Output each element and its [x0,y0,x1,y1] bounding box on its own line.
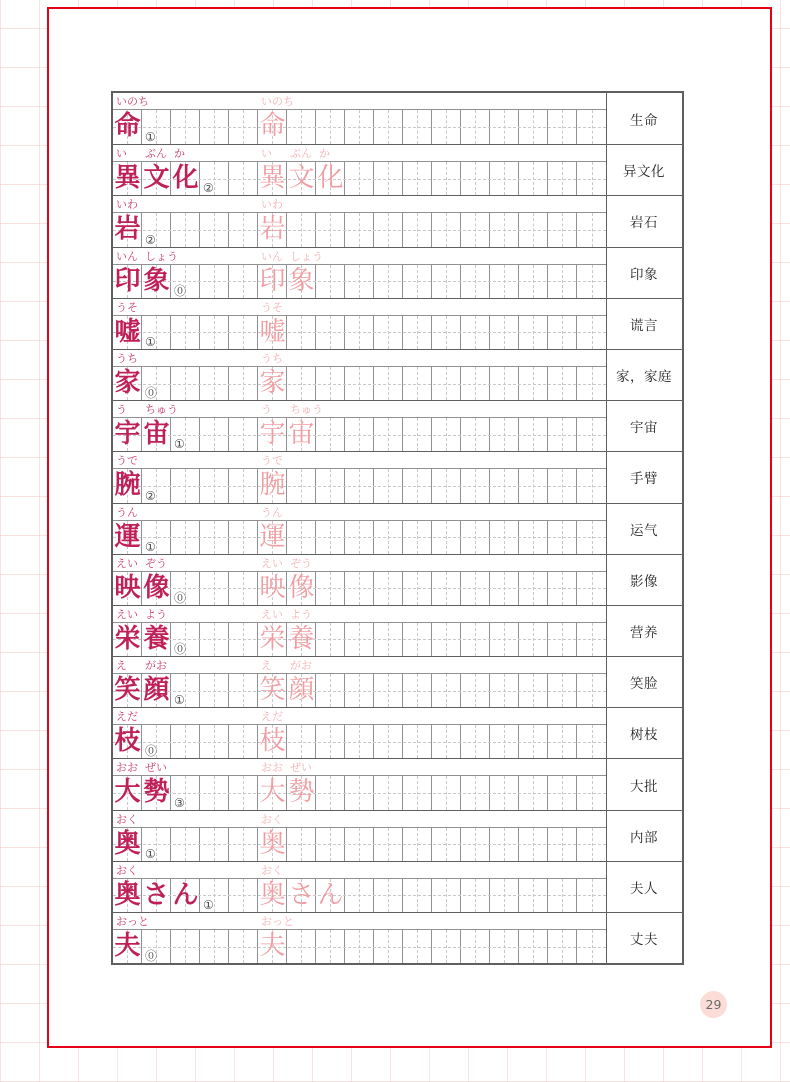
pitch-accent-badge: ② [203,181,214,196]
meaning-text: 谎言 [630,317,658,334]
furigana-reading: おく [116,812,138,826]
furigana-reading: うち [116,351,138,365]
kanji-model: 奥 [114,879,141,910]
meaning-cell [606,555,681,605]
furigana-trace: うそ [261,300,283,314]
practice-row [113,451,682,502]
furigana-reading: えい [116,607,138,621]
furigana-reading: えだ [116,710,138,724]
practice-row [113,349,682,400]
furigana-reading: い [116,147,127,161]
meaning-cell [606,759,681,809]
practice-cells [113,418,606,451]
furigana-strip [113,196,606,213]
furigana-trace: ちゅう [290,403,323,417]
row-writing-area [113,452,606,502]
kanji-model: 奥 [114,828,141,859]
furigana-strip [113,401,606,418]
practice-cells [113,316,606,349]
practice-cells [113,828,606,861]
horizontal-guide-line [113,947,606,948]
furigana-reading: えい [116,556,138,570]
kanji-model: 宙 [143,419,170,450]
kanji-model: 象 [143,265,170,296]
practice-cells [113,725,606,758]
pitch-accent-badge: ⓪ [145,386,158,401]
furigana-strip [113,555,606,572]
kanji-model: 印 [114,265,141,296]
meaning-text: 夫人 [630,880,658,897]
furigana-trace: ぞう [290,556,312,570]
meaning-text: 丈夫 [630,932,658,949]
meaning-cell [606,504,681,554]
furigana-trace: おく [261,863,283,877]
meaning-cell [606,708,681,758]
kanji-trace: 岩 [259,214,286,245]
pitch-accent-badge: ① [174,437,185,452]
pitch-accent-badge: ② [145,488,156,503]
furigana-strip [113,811,606,828]
kanji-model: 像 [143,572,170,603]
page-number-badge [700,991,727,1018]
practice-row [113,810,682,861]
practice-cells [113,572,606,605]
practice-row [113,758,682,809]
kanji-model: 宇 [114,419,141,450]
furigana-trace: か [319,147,330,161]
furigana-trace: いん [261,249,283,263]
kanji-trace: 夫 [259,931,286,961]
furigana-reading: いわ [116,198,138,212]
pitch-accent-badge: ① [145,334,156,349]
practice-cells [113,469,606,502]
kanji-trace: 奥 [259,828,286,859]
practice-row [113,503,682,554]
furigana-strip [113,248,606,265]
furigana-trace: いわ [261,198,283,212]
furigana-trace: ぜい [290,761,312,775]
meaning-text: 生命 [630,112,658,129]
furigana-reading: よう [145,607,167,621]
furigana-strip [113,862,606,879]
furigana-strip [113,350,606,367]
kanji-trace: 枝 [259,726,286,757]
practice-cells [113,521,606,554]
practice-row [113,144,682,195]
row-writing-area [113,401,606,451]
kanji-trace: 嘘 [259,316,286,347]
row-writing-area [113,606,606,656]
furigana-trace: うん [261,505,283,519]
furigana-strip [113,145,606,162]
furigana-reading: いん [116,249,138,263]
practice-row [113,298,682,349]
furigana-trace: ぶん [290,147,312,161]
horizontal-guide-line [113,639,606,640]
practice-cells [113,213,606,246]
meaning-text: 影像 [630,573,658,590]
horizontal-guide-line [113,486,606,487]
horizontal-guide-line [113,793,606,794]
furigana-strip [113,708,606,725]
practice-cells [113,623,606,656]
kanji-model: 嘘 [114,316,141,347]
practice-cells [113,930,606,963]
furigana-strip [113,606,606,623]
horizontal-guide-line [113,742,606,743]
kanji-trace: 像 [288,572,315,603]
meaning-cell [606,196,681,246]
furigana-strip [113,93,606,110]
kanji-trace: 笑 [259,675,286,706]
furigana-trace: い [261,147,272,161]
pitch-accent-badge: ③ [174,795,185,810]
furigana-reading: うで [116,454,138,468]
meaning-text: 手臂 [630,471,658,488]
kanji-model: 勢 [143,777,170,808]
furigana-reading: おく [116,863,138,877]
pitch-accent-badge: ① [145,130,156,145]
practice-cells [113,110,606,144]
kanji-model: 笑 [114,675,141,706]
furigana-reading: おお [116,761,138,775]
pitch-accent-badge: ⓪ [174,590,187,605]
furigana-trace: え [261,659,272,673]
furigana-reading: ちゅう [145,403,178,417]
practice-row [113,195,682,246]
row-writing-area [113,145,606,195]
kanji-trace: 養 [288,623,315,654]
horizontal-guide-line [113,281,606,282]
practice-row [113,861,682,912]
meaning-text: 笑脸 [630,676,658,693]
furigana-trace: うち [261,351,283,365]
furigana-trace: おく [261,812,283,826]
pitch-accent-badge: ① [174,693,185,708]
practice-cells [113,162,606,195]
kanji-trace: 奥 [259,879,286,910]
furigana-trace: う [261,403,272,417]
meaning-cell [606,299,681,349]
meaning-cell [606,862,681,912]
furigana-reading: ぞう [145,556,167,570]
horizontal-guide-line [113,127,606,128]
meaning-cell [606,606,681,656]
kanji-model: 命 [114,111,141,141]
kanji-trace: 勢 [288,777,315,808]
horizontal-guide-line [113,332,606,333]
kanji-trace: 宇 [259,419,286,450]
kanji-trace: 映 [259,572,286,603]
row-writing-area [113,299,606,349]
furigana-reading: うそ [116,300,138,314]
kanji-model: 腕 [114,470,141,501]
horizontal-guide-line [113,844,606,845]
furigana-trace: うで [261,454,283,468]
furigana-reading: か [174,147,185,161]
pitch-accent-badge: ⓪ [174,283,187,298]
furigana-strip [113,299,606,316]
furigana-trace: がお [290,659,312,673]
kanji-model: 異 [114,163,141,194]
row-writing-area [113,504,606,554]
meaning-text: 营养 [630,624,658,641]
page-number: 29 [705,997,722,1012]
meaning-cell [606,350,681,400]
furigana-trace: えい [261,607,283,621]
furigana-reading: うん [116,505,138,519]
practice-row [113,656,682,707]
kanji-model: 映 [114,572,141,603]
meaning-text: 运气 [630,522,658,539]
horizontal-guide-line [113,691,606,692]
practice-cells [113,776,606,809]
meaning-cell [606,913,681,963]
practice-cells [113,265,606,298]
horizontal-guide-line [113,230,606,231]
practice-row [113,554,682,605]
furigana-strip [113,759,606,776]
practice-row [113,912,682,963]
row-writing-area [113,248,606,298]
practice-row [113,247,682,298]
horizontal-guide-line [113,435,606,436]
kanji-trace: 宙 [288,419,315,450]
kanji-trace: さ [288,879,315,910]
kanji-model: 岩 [114,214,141,245]
furigana-strip [113,657,606,674]
meaning-text: 印象 [630,266,658,283]
furigana-strip [113,452,606,469]
meaning-text: 异文化 [623,164,665,181]
meaning-cell [606,657,681,707]
furigana-trace: しょう [290,249,323,263]
row-writing-area [113,555,606,605]
kanji-trace: 命 [259,111,286,141]
row-writing-area [113,350,606,400]
meaning-cell [606,811,681,861]
furigana-reading: しょう [145,249,178,263]
kanji-model: 大 [114,777,141,808]
row-writing-area [113,862,606,912]
meaning-text: 宇宙 [630,420,658,437]
furigana-trace: いのち [261,95,294,108]
kanji-model: 顔 [143,675,170,706]
kanji-model: 栄 [114,623,141,654]
kanji-trace: 象 [288,265,315,296]
kanji-model: 運 [114,521,141,552]
furigana-reading: う [116,403,127,417]
practice-row [113,605,682,656]
furigana-strip [113,913,606,930]
furigana-reading: おっと [116,915,149,928]
furigana-trace: おお [261,761,283,775]
furigana-reading: いのち [116,95,149,108]
horizontal-guide-line [113,384,606,385]
pitch-accent-badge: ⓪ [174,642,187,657]
kanji-model: 養 [143,623,170,654]
furigana-trace: おっと [261,915,294,928]
practice-cells [113,367,606,400]
row-writing-area [113,93,606,144]
furigana-trace: えい [261,556,283,570]
furigana-reading: がお [145,659,167,673]
kanji-trace: 腕 [259,470,286,501]
practice-table [111,91,684,965]
pitch-accent-badge: ⓪ [145,949,158,964]
furigana-trace: えだ [261,710,283,724]
furigana-reading: え [116,659,127,673]
practice-cells [113,879,606,912]
meaning-cell [606,401,681,451]
meaning-text: 大批 [630,778,658,795]
horizontal-guide-line [113,537,606,538]
kanji-trace: 文 [288,163,315,194]
kanji-trace: 印 [259,265,286,296]
practice-row [113,400,682,451]
pitch-accent-badge: ① [145,539,156,554]
row-writing-area [113,913,606,963]
pitch-accent-badge: ① [203,898,214,912]
kanji-trace: 運 [259,521,286,552]
practice-row [113,93,682,144]
horizontal-guide-line [113,588,606,589]
meaning-cell [606,145,681,195]
meaning-text: 树枝 [630,727,658,744]
row-writing-area [113,759,606,809]
kanji-model: 文 [143,163,170,194]
meaning-cell [606,93,681,144]
kanji-trace: ん [317,879,344,910]
row-writing-area [113,708,606,758]
kanji-model: 枝 [114,726,141,757]
row-writing-area [113,657,606,707]
meaning-cell [606,452,681,502]
kanji-model: さ [143,879,170,910]
kanji-trace: 異 [259,163,286,194]
kanji-trace: 家 [259,367,286,398]
kanji-model: 家 [114,367,141,398]
practice-row [113,707,682,758]
kanji-trace: 化 [317,163,344,194]
kanji-trace: 栄 [259,623,286,654]
kanji-model: 夫 [114,931,141,961]
pitch-accent-badge: ① [145,846,156,861]
furigana-reading: ぶん [145,147,167,161]
meaning-cell [606,248,681,298]
kanji-trace: 顔 [288,675,315,706]
kanji-trace: 大 [259,777,286,808]
furigana-reading: ぜい [145,761,167,775]
furigana-trace: よう [290,607,312,621]
pitch-accent-badge: ② [145,232,156,247]
row-writing-area [113,196,606,246]
pitch-accent-badge: ⓪ [145,744,158,759]
meaning-text: 家，家庭 [616,369,672,386]
furigana-strip [113,504,606,521]
row-writing-area [113,811,606,861]
kanji-model: ん [172,879,199,910]
meaning-text: 内部 [630,829,658,846]
meaning-text: 岩石 [630,215,658,232]
practice-cells [113,674,606,707]
kanji-model: 化 [172,163,199,194]
